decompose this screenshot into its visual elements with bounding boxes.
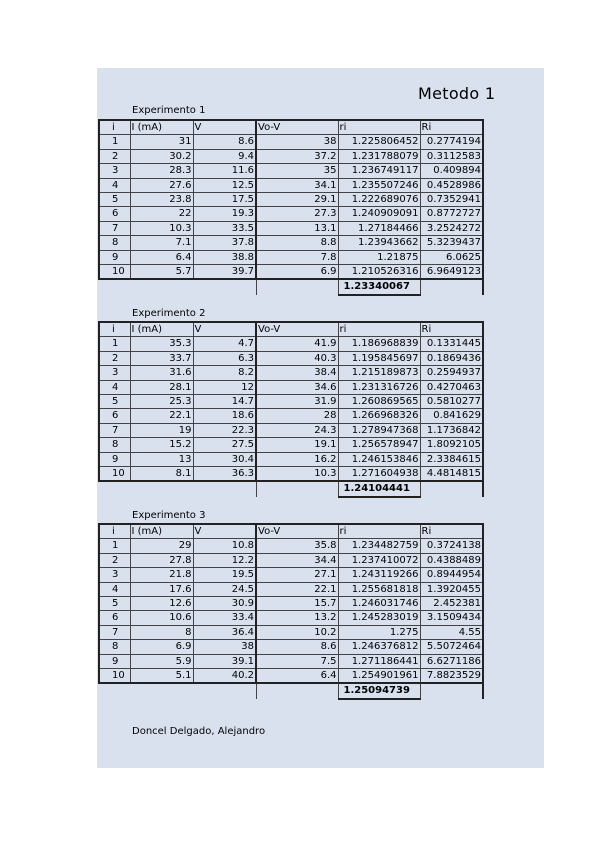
empty-cell [99, 279, 130, 294]
table-cell: 12.5 [193, 178, 256, 192]
column-header: Ri [420, 120, 483, 135]
column-header: Ri [420, 322, 483, 337]
table-cell: 6.0625 [420, 250, 483, 264]
table-cell: 27.5 [193, 438, 256, 452]
table-cell: 8 [99, 236, 130, 250]
table-cell: 22.3 [193, 423, 256, 437]
table-cell: 5.3239437 [420, 236, 483, 250]
table-row [99, 438, 483, 452]
table-cell: 8 [99, 640, 130, 654]
table-cell: 31 [130, 135, 193, 149]
table-cell: 10 [99, 467, 130, 482]
column-header: i [99, 120, 130, 135]
experiment-1-table [98, 119, 484, 296]
table-cell: 1.8092105 [420, 438, 483, 452]
experiment-2-label: Experimento 2 [132, 308, 206, 319]
table-cell: 33.5 [193, 221, 256, 235]
experiment-2-table [98, 321, 484, 498]
empty-cell [99, 481, 130, 496]
table-cell: 8 [99, 438, 130, 452]
column-header: i [99, 524, 130, 539]
table-cell: 1.246153846 [338, 452, 420, 466]
table-cell: 35.8 [256, 539, 338, 553]
table-cell: 30.4 [193, 452, 256, 466]
table-cell: 8.6 [256, 640, 338, 654]
ri-average: 1.24104441 [338, 481, 420, 496]
table-cell: 12.6 [130, 597, 193, 611]
table-cell: 8.1 [130, 467, 193, 482]
table-cell: 7 [99, 221, 130, 235]
table-cell: 1.260869565 [338, 395, 420, 409]
table-cell: 13.1 [256, 221, 338, 235]
total-row [99, 481, 483, 496]
column-header: Vo-V [256, 322, 338, 337]
table-cell: 2 [99, 149, 130, 163]
table-cell: 6.9649123 [420, 265, 483, 280]
table-cell: 34.4 [256, 553, 338, 567]
table-cell: 1 [99, 135, 130, 149]
table-cell: 1.256578947 [338, 438, 420, 452]
table-cell: 5.5072464 [420, 640, 483, 654]
table-cell: 25.3 [130, 395, 193, 409]
table-cell: 18.6 [193, 409, 256, 423]
table-cell: 1.266968326 [338, 409, 420, 423]
empty-cell [420, 683, 483, 698]
experiment-3-table [98, 523, 484, 700]
table-cell: 29.1 [256, 193, 338, 207]
table-cell: 0.8944954 [420, 568, 483, 582]
table-cell: 5 [99, 395, 130, 409]
table-cell: 1.237410072 [338, 553, 420, 567]
table-cell: 9 [99, 452, 130, 466]
table-cell: 6.9 [256, 265, 338, 280]
table-cell: 1.254901961 [338, 669, 420, 684]
table-cell: 16.2 [256, 452, 338, 466]
table-cell: 0.3724138 [420, 539, 483, 553]
empty-cell [420, 481, 483, 496]
table-cell: 37.2 [256, 149, 338, 163]
table-cell: 22 [130, 207, 193, 221]
table-cell: 0.5810277 [420, 395, 483, 409]
table-cell: 0.409894 [420, 164, 483, 178]
table-cell: 0.8772727 [420, 207, 483, 221]
table-cell: 27.8 [130, 553, 193, 567]
table-cell: 2 [99, 553, 130, 567]
column-header: I (mA) [130, 120, 193, 135]
table-row [99, 625, 483, 639]
table-row [99, 178, 483, 192]
table-cell: 0.7352941 [420, 193, 483, 207]
table-cell: 39.1 [193, 654, 256, 668]
table-cell: 2.452381 [420, 597, 483, 611]
table-cell: 4.7 [193, 337, 256, 351]
table-row [99, 568, 483, 582]
table-cell: 6.3 [193, 351, 256, 365]
table-row [99, 366, 483, 380]
table-row [99, 467, 483, 482]
empty-cell [193, 481, 256, 496]
table-cell: 15.2 [130, 438, 193, 452]
table-cell: 38.8 [193, 250, 256, 264]
table-cell: 1.222689076 [338, 193, 420, 207]
table-cell: 40.2 [193, 669, 256, 684]
table-cell: 0.1331445 [420, 337, 483, 351]
table-cell: 12 [193, 380, 256, 394]
table-row [99, 149, 483, 163]
table-cell: 1.255681818 [338, 582, 420, 596]
table-cell: 15.7 [256, 597, 338, 611]
table-cell: 8 [130, 625, 193, 639]
table-cell: 6.4 [256, 669, 338, 684]
table-cell: 1.240909091 [338, 207, 420, 221]
table-cell: 1.231316726 [338, 380, 420, 394]
column-header: V [193, 120, 256, 135]
empty-cell [130, 481, 193, 496]
table-cell: 4 [99, 178, 130, 192]
table-row [99, 207, 483, 221]
experiment-3-label: Experimento 3 [132, 510, 206, 521]
table-cell: 1.243119266 [338, 568, 420, 582]
table-row [99, 221, 483, 235]
table-row [99, 250, 483, 264]
table-cell: 1.225806452 [338, 135, 420, 149]
table-cell: 39.7 [193, 265, 256, 280]
table-cell: 10 [99, 265, 130, 280]
table-cell: 6.6271186 [420, 654, 483, 668]
table-cell: 17.6 [130, 582, 193, 596]
table-cell: 1 [99, 539, 130, 553]
table-cell: 37.8 [193, 236, 256, 250]
table-row [99, 654, 483, 668]
table-cell: 1.215189873 [338, 366, 420, 380]
table-cell: 1.23943662 [338, 236, 420, 250]
empty-cell [193, 279, 256, 294]
table-cell: 7 [99, 423, 130, 437]
empty-cell [193, 683, 256, 698]
column-header: ri [338, 524, 420, 539]
table-cell: 24.3 [256, 423, 338, 437]
column-header: Vo-V [256, 120, 338, 135]
table-cell: 10.3 [256, 467, 338, 482]
table-cell: 2.3384615 [420, 452, 483, 466]
table-cell: 41.9 [256, 337, 338, 351]
table-cell: 36.4 [193, 625, 256, 639]
author-name: Doncel Delgado, Alejandro [132, 726, 266, 737]
table-cell: 5.7 [130, 265, 193, 280]
table-cell: 10.3 [130, 221, 193, 235]
table-cell: 19.5 [193, 568, 256, 582]
table-cell: 38 [256, 135, 338, 149]
table-cell: 1.234482759 [338, 539, 420, 553]
table-row [99, 452, 483, 466]
column-header: ri [338, 322, 420, 337]
table-header-row [99, 524, 483, 539]
table-row [99, 611, 483, 625]
table-cell: 7.8823529 [420, 669, 483, 684]
table-cell: 1.271604938 [338, 467, 420, 482]
table-cell: 5 [99, 193, 130, 207]
experiment-1-label: Experimento 1 [132, 105, 206, 116]
table-cell: 30.2 [130, 149, 193, 163]
table-cell: 6.4 [130, 250, 193, 264]
table-cell: 0.3112583 [420, 149, 483, 163]
empty-cell [256, 481, 338, 496]
table-cell: 22.1 [256, 582, 338, 596]
table-cell: 34.1 [256, 178, 338, 192]
table-cell: 2 [99, 351, 130, 365]
column-header: V [193, 524, 256, 539]
table-cell: 34.6 [256, 380, 338, 394]
column-header: V [193, 322, 256, 337]
table-cell: 8.6 [193, 135, 256, 149]
table-cell: 30.9 [193, 597, 256, 611]
table-cell: 1.245283019 [338, 611, 420, 625]
column-header: I (mA) [130, 322, 193, 337]
table-cell: 35.3 [130, 337, 193, 351]
table-cell: 13 [130, 452, 193, 466]
table-cell: 31.6 [130, 366, 193, 380]
table-cell: 40.3 [256, 351, 338, 365]
table-cell: 1.210526316 [338, 265, 420, 280]
table-cell: 19.3 [193, 207, 256, 221]
table-row [99, 351, 483, 365]
empty-cell [420, 279, 483, 294]
table-header-row [99, 322, 483, 337]
empty-cell [256, 279, 338, 294]
table-row [99, 539, 483, 553]
table-row [99, 135, 483, 149]
table-cell: 10.6 [130, 611, 193, 625]
total-row [99, 683, 483, 698]
table-row [99, 236, 483, 250]
table-cell: 9 [99, 654, 130, 668]
table-cell: 8.8 [256, 236, 338, 250]
table-row [99, 582, 483, 596]
table-cell: 28 [256, 409, 338, 423]
table-cell: 3 [99, 164, 130, 178]
table-row [99, 640, 483, 654]
table-cell: 3.1509434 [420, 611, 483, 625]
table-cell: 1 [99, 337, 130, 351]
table-cell: 24.5 [193, 582, 256, 596]
table-cell: 6 [99, 207, 130, 221]
table-cell: 5.9 [130, 654, 193, 668]
table-cell: 29 [130, 539, 193, 553]
table-row [99, 380, 483, 394]
table-cell: 27.1 [256, 568, 338, 582]
table-cell: 5.1 [130, 669, 193, 684]
table-cell: 1.195845697 [338, 351, 420, 365]
table-header-row [99, 120, 483, 135]
table-cell: 4.55 [420, 625, 483, 639]
table-cell: 3 [99, 568, 130, 582]
table-cell: 8.2 [193, 366, 256, 380]
table-cell: 22.1 [130, 409, 193, 423]
column-header: Vo-V [256, 524, 338, 539]
table-cell: 28.1 [130, 380, 193, 394]
table-cell: 7 [99, 625, 130, 639]
table-cell: 1.231788079 [338, 149, 420, 163]
table-cell: 10.8 [193, 539, 256, 553]
empty-cell [256, 683, 338, 698]
ri-average: 1.25094739 [338, 683, 420, 698]
table-cell: 28.3 [130, 164, 193, 178]
table-cell: 10.2 [256, 625, 338, 639]
table-cell: 33.4 [193, 611, 256, 625]
table-row [99, 409, 483, 423]
table-cell: 1.27184466 [338, 221, 420, 235]
table-cell: 27.3 [256, 207, 338, 221]
table-cell: 19 [130, 423, 193, 437]
table-cell: 1.21875 [338, 250, 420, 264]
table-cell: 13.2 [256, 611, 338, 625]
table-cell: 6 [99, 409, 130, 423]
table-row [99, 597, 483, 611]
table-cell: 21.8 [130, 568, 193, 582]
table-cell: 19.1 [256, 438, 338, 452]
table-row [99, 395, 483, 409]
table-row [99, 193, 483, 207]
empty-cell [130, 279, 193, 294]
table-cell: 1.236749117 [338, 164, 420, 178]
table-cell: 38.4 [256, 366, 338, 380]
column-header: Ri [420, 524, 483, 539]
table-cell: 1.235507246 [338, 178, 420, 192]
column-header: I (mA) [130, 524, 193, 539]
table-cell: 14.7 [193, 395, 256, 409]
table-cell: 7.8 [256, 250, 338, 264]
column-header: i [99, 322, 130, 337]
table-cell: 11.6 [193, 164, 256, 178]
table-cell: 1.186968839 [338, 337, 420, 351]
table-cell: 35 [256, 164, 338, 178]
table-cell: 3.2524272 [420, 221, 483, 235]
table-cell: 10 [99, 669, 130, 684]
table-cell: 0.2594937 [420, 366, 483, 380]
table-cell: 7.1 [130, 236, 193, 250]
table-cell: 9.4 [193, 149, 256, 163]
table-cell: 38 [193, 640, 256, 654]
table-cell: 6 [99, 611, 130, 625]
table-cell: 1.271186441 [338, 654, 420, 668]
table-row [99, 423, 483, 437]
empty-cell [99, 683, 130, 698]
page-title: Metodo 1 [418, 84, 496, 103]
table-cell: 7.5 [256, 654, 338, 668]
table-cell: 4.4814815 [420, 467, 483, 482]
table-row [99, 265, 483, 280]
table-cell: 3 [99, 366, 130, 380]
table-cell: 5 [99, 597, 130, 611]
table-row [99, 164, 483, 178]
column-header: ri [338, 120, 420, 135]
table-cell: 23.8 [130, 193, 193, 207]
table-cell: 0.1869436 [420, 351, 483, 365]
table-cell: 1.278947368 [338, 423, 420, 437]
table-row [99, 669, 483, 684]
table-cell: 33.7 [130, 351, 193, 365]
table-cell: 1.3920455 [420, 582, 483, 596]
ri-average: 1.23340067 [338, 279, 420, 294]
table-row [99, 337, 483, 351]
table-cell: 36.3 [193, 467, 256, 482]
table-cell: 4 [99, 380, 130, 394]
table-cell: 0.841629 [420, 409, 483, 423]
table-cell: 4 [99, 582, 130, 596]
table-cell: 0.4528986 [420, 178, 483, 192]
table-cell: 31.9 [256, 395, 338, 409]
table-cell: 1.246376812 [338, 640, 420, 654]
table-cell: 0.4388489 [420, 553, 483, 567]
table-cell: 1.275 [338, 625, 420, 639]
table-row [99, 553, 483, 567]
table-cell: 6.9 [130, 640, 193, 654]
total-row [99, 279, 483, 294]
table-cell: 1.246031746 [338, 597, 420, 611]
empty-cell [130, 683, 193, 698]
table-cell: 12.2 [193, 553, 256, 567]
table-cell: 9 [99, 250, 130, 264]
table-cell: 0.4270463 [420, 380, 483, 394]
table-cell: 17.5 [193, 193, 256, 207]
table-cell: 0.2774194 [420, 135, 483, 149]
table-cell: 27.6 [130, 178, 193, 192]
table-cell: 1.1736842 [420, 423, 483, 437]
